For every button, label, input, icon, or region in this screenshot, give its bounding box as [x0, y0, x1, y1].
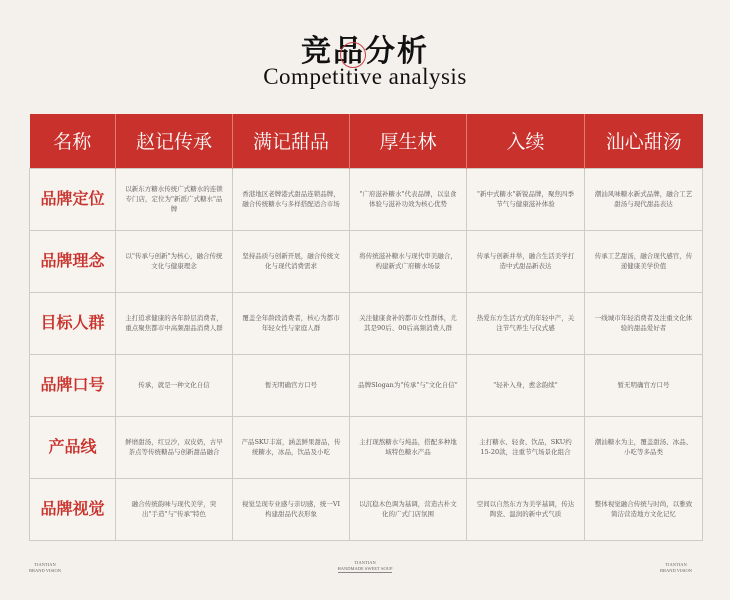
table-cell: 坚持品质与创新开展，融合传统文化与现代消费需求 [233, 230, 350, 292]
table-cell: 潮汕风味糖水新式品牌，融合工艺甜汤与现代甜品表达 [585, 168, 703, 230]
table-cell: 潮汕糖水为主，覆盖甜汤、冰品、小吃等多品类 [585, 416, 703, 478]
table-row [30, 354, 703, 416]
table-cell: 传承与创新并举，融合生活美学打造中式甜品新表达 [467, 230, 585, 292]
table-row [30, 168, 703, 230]
page-title: 竞品分析 [301, 34, 429, 69]
table-row [30, 292, 703, 354]
table-cell: 以沉稳木色调为基调，营造古朴文化的广式门店氛围 [350, 478, 467, 540]
footer-text: TIANTIAN [34, 562, 56, 567]
table-cell: 以新东方糖水传统广式糖水的连锁专门店，定位为"新派广式糖水"品牌 [116, 168, 233, 230]
page-subtitle: Competitive analysis [263, 64, 467, 89]
table-cell: 覆盖全年龄段消费者，核心为都市年轻女性与家庭人群 [233, 292, 350, 354]
footer-brand-center [325, 560, 405, 573]
table-cell: 空间以自然东方为美学基调，传达陶瓷、温润的新中式气质 [467, 478, 585, 540]
table-cell: 暂无明确官方口号 [233, 354, 350, 416]
table-row [30, 478, 703, 540]
table-cell: 一线城市年轻消费者及注重文化体验的甜品爱好者 [585, 292, 703, 354]
header-name: 名称 [30, 114, 116, 168]
table-header-row [30, 114, 703, 168]
table-cell: 将传统滋补糖水与现代审美融合，构建新式广府糖水场景 [350, 230, 467, 292]
table-row [30, 416, 703, 478]
row-label: 品牌理念 [30, 230, 116, 292]
table-cell: "新中式糖水"新锐品牌，聚焦四季节气与健康滋补体验 [467, 168, 585, 230]
row-label: 品牌口号 [30, 354, 116, 416]
footer-brand-right [660, 562, 692, 574]
row-label: 目标人群 [30, 292, 116, 354]
table-cell: 香港地区老牌港式甜品连锁品牌，融合传统糖水与多样搭配适合市场 [233, 168, 350, 230]
table-cell: 视觉呈现专业感与亲切感，统一VI构建甜品代表形象 [233, 478, 350, 540]
table-cell: "轻补入身，愈念韵续" [467, 354, 585, 416]
footer-text: BRAND VISION [660, 567, 693, 573]
header-brand-ruxu: 入续 [467, 114, 585, 168]
table-cell: 传承工艺甜汤，融合现代感官，传递健康美学价值 [585, 230, 703, 292]
footer-brand-left [29, 562, 61, 574]
table-cell: 主打现熬糖水与炖品，搭配多种地域特色糖水产品 [350, 416, 467, 478]
header-brand-houshenglin: 厚生林 [350, 114, 467, 168]
table-cell: 主打糖水、轻食、饮品，SKU约15-20款，注重节气场景化组合 [467, 416, 585, 478]
table-cell: 热爱东方生活方式的年轻中产，关注节气养生与仪式感 [467, 292, 585, 354]
table-cell: 品牌Slogan为"传承"与"文化自信" [350, 354, 467, 416]
header-brand-shanxin: 汕心甜汤 [585, 114, 703, 168]
row-label: 品牌定位 [30, 168, 116, 230]
row-label: 品牌视觉 [30, 478, 116, 540]
table-cell: 鲜磨甜汤，红豆沙，双皮奶，古早茶点等传统糖品与创新甜品融合 [116, 416, 233, 478]
header-brand-manji: 满记甜品 [233, 114, 350, 168]
table-cell: 传承，就是一种文化自信 [116, 354, 233, 416]
footer-text: BRAND VISION [29, 567, 62, 573]
table-cell: 暂无明确官方口号 [585, 354, 703, 416]
table-cell: 以"传承与创新"为核心，融合传统文化与健康理念 [116, 230, 233, 292]
row-label: 产品线 [30, 416, 116, 478]
table-cell: 主打追求健康的各年龄层消费者，重点聚焦都市中高频甜品消费人群 [116, 292, 233, 354]
table-cell: 融合传统韵味与现代美学，突出"手造"与"传承"特色 [116, 478, 233, 540]
footer-text: TIANTIAN [354, 560, 376, 565]
header-brand-zhaoji: 赵记传承 [116, 114, 233, 168]
footer-text: TIANTIAN [665, 562, 687, 567]
table-cell: 关注健康食补的都市女性群体，尤其是90后、00后高频消费人群 [350, 292, 467, 354]
table-cell: "广府滋补糖水"代表品牌，以皇食体验与滋补功效为核心优势 [350, 168, 467, 230]
table-cell: 整体视觉融合传统与时尚，以雅致简洁营造地方文化记忆 [585, 478, 703, 540]
table-cell: 产品SKU丰富，涵盖鲜果甜品，传统糖水，冰品，饮品及小吃 [233, 416, 350, 478]
comparison-table [29, 114, 703, 541]
table-row [30, 230, 703, 292]
footer-text: HANDMADE SWEET SOUP [337, 565, 393, 571]
